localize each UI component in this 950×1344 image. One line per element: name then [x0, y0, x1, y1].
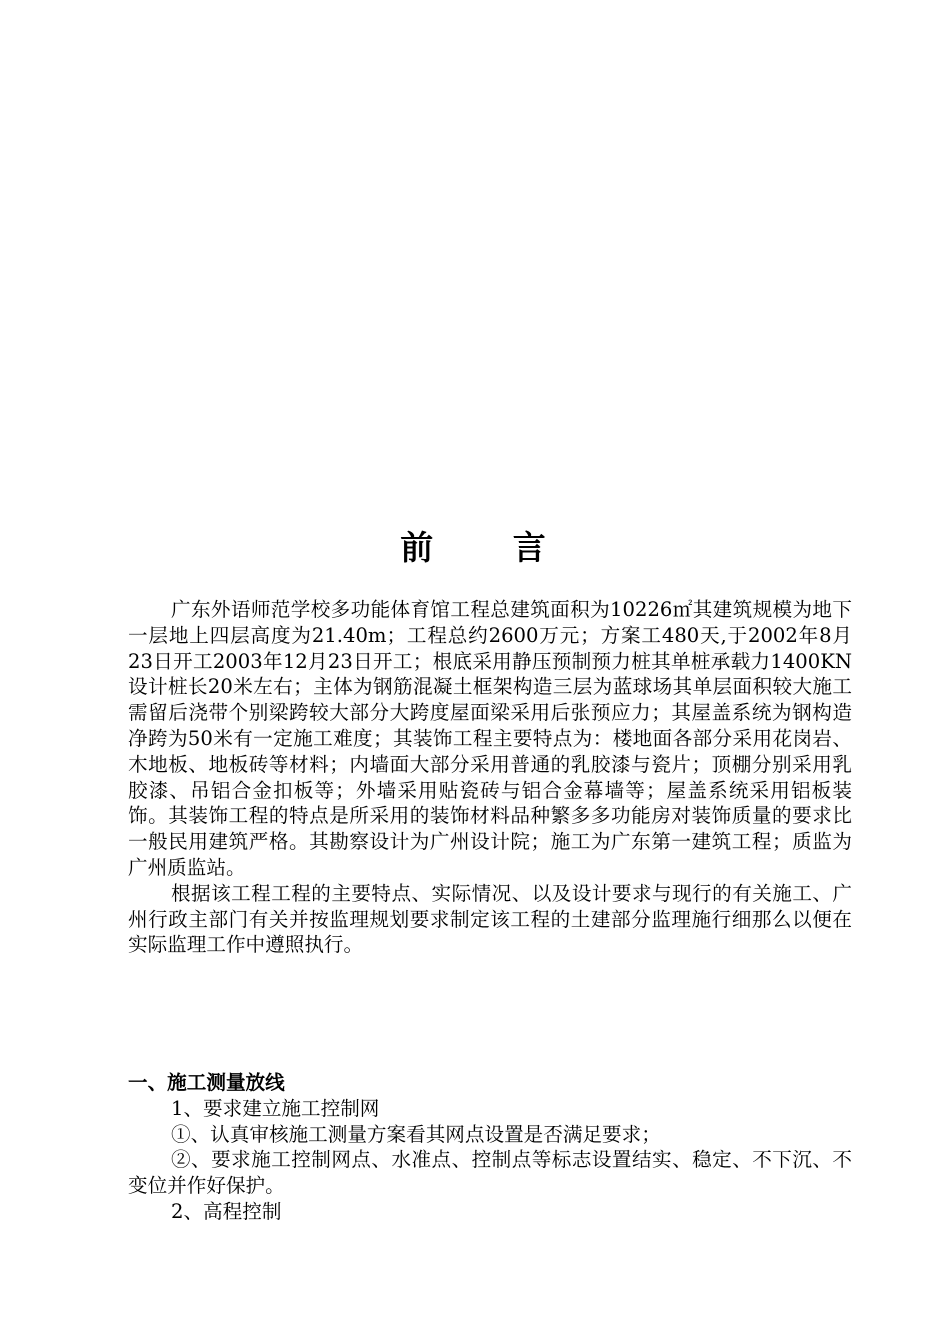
preface-body — [128, 597, 852, 958]
section-heading: 一、施工测量放线 — [128, 1071, 285, 1094]
preface-paragraph-2: 根据该工程工程的主要特点、实际情况、以及设计要求与现行的有关施工、广州行政主部门有关并按监理规划要求制定该工程的土建部分监理施行细那么以便在实际监理工作中遵照执行。 — [128, 881, 852, 957]
document-title: 前 言 — [400, 528, 580, 567]
section-item-1: 1、要求建立施工控制网 — [171, 1096, 380, 1120]
section-construction-survey — [128, 1070, 852, 1225]
section-item-1-a: ①、认真审核施工测量方案看其网点设置是否满足要求； — [171, 1122, 661, 1146]
preface-paragraph-1: 广东外语师范学校多功能体育馆工程总建筑面积为10226㎡其建筑规模为地下一层地上四层高度为21.40m；工程总约2600万元；方案工480天,于2002年8月23日开工2003年12月23日开工；根底采用静压预制预力桩其单桩承载力1400KN设计桩长20米左右；主体为钢筋混凝土框架构造三层为蓝球场其单层面积较大施工需留后浇带个别梁跨较大部分大跨度屋面梁采用后张预应力；其屋盖系统为钢构造净跨为50米有一定施工难度；其装饰工程主要特点为：楼地面各部分采用花岗岩、木地板、地板砖等材料；内墙面大部分采用普通的乳胶漆与瓷片；顶棚分别采用乳胶漆、吊铝合金扣板等；外墙采用贴瓷砖与铝合金幕墙等；屋盖系统采用铝板装饰。其装饰工程的特点是所采用的装饰材料品种繁多多功能房对装饰质量的要求比一般民用建筑严格。其勘察设计为广州设计院；施工为广东第一建筑工程；质监为广州质监站。 — [128, 598, 852, 879]
section-item-2: 2、高程控制 — [171, 1199, 282, 1223]
section-item-1-b: ②、要求施工控制网点、水准点、控制点等标志设置结实、稳定、不下沉、不变位并作好保护。 — [128, 1148, 852, 1198]
